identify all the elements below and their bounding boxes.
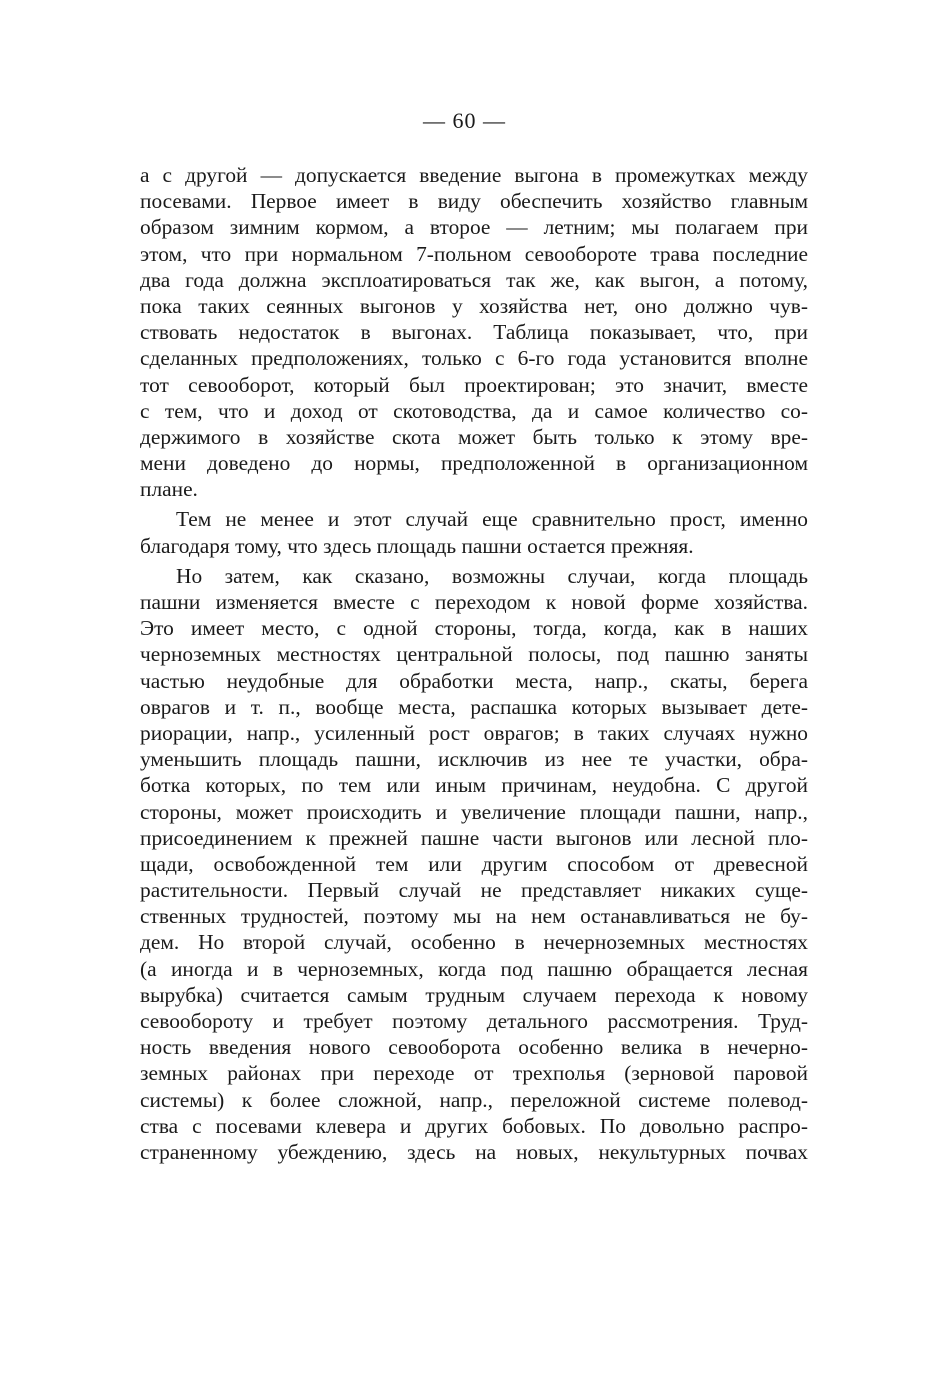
text-line: образом зимним кормом, а второе — летним; мы полагаем при	[140, 215, 808, 240]
text-line: держимого в хозяйстве скота может быть только к этому вре-	[140, 424, 808, 449]
text-line: растительности. Первый случай не представляет никаких суще-	[140, 878, 808, 903]
text-line: земных районах при переходе от трехполья (зерновой паровой	[140, 1061, 808, 1086]
text-line: а с другой — допускается введение выгона в промежутках между	[140, 163, 808, 187]
text-line: мени доведено до нормы, предположенной в организационном	[140, 451, 808, 476]
text-line: два года должна эксплоатироваться так же, как выгон, а потому,	[140, 267, 808, 292]
body-text	[140, 162, 808, 1165]
text-line: севообороту и требует поэтому детального рассмотрения. Труд-	[140, 1009, 808, 1033]
text-line: стороны, может происходить и увеличение площади пашни, напр.,	[140, 799, 808, 824]
text-line: ботка которых, по тем или иным причинам, неудобна. С другой	[140, 773, 808, 798]
text-line: черноземных местностях центральной полосы, под пашню заняты	[140, 642, 808, 667]
text-line: дем. Но второй случай, особенно в нечерноземных местностях	[140, 930, 808, 955]
text-line: присоединением к прежней пашне части выгонов или лесной пло-	[140, 825, 808, 850]
text-line: Это имеет место, с одной стороны, тогда, когда, как в наших	[140, 616, 808, 641]
text-line: этом, что при нормальном 7-польном севообороте трава последние	[140, 241, 808, 266]
text-line: страненному убеждению, здесь на новых, некультурных почвах	[140, 1139, 808, 1164]
text-line: сделанных предположениях, только с 6-го года установится вполне	[140, 346, 808, 371]
text-line: (а иногда и в черноземных, когда под пашню обращается лесная	[140, 956, 808, 981]
paragraph-1	[140, 162, 808, 502]
text-line: риорации, напр., усиленный рост оврагов; в таких случаях нужно	[140, 720, 808, 745]
text-line: оврагов и т. п., вообще места, распашка которых вызывает дете-	[140, 694, 808, 719]
text-line: посевами. Первое имеет в виду обеспечить хозяйство главным	[140, 189, 808, 214]
text-line: пашни изменяется вместе с переходом к новой форме хозяйства.	[140, 590, 808, 614]
text-line: частью неудобные для обработки места, напр., скаты, берега	[140, 668, 808, 693]
text-line: ства с посевами клевера и других бобовых. По довольно распро-	[140, 1113, 808, 1138]
text-line: плане.	[140, 477, 198, 502]
text-line: Но затем, как сказано, возможны случаи, когда площадь	[176, 563, 808, 588]
page-number: — 60 —	[423, 108, 506, 133]
paragraph-3	[140, 563, 808, 1165]
text-line: благодаря тому, что здесь площадь пашни остается прежняя.	[140, 533, 694, 558]
text-line: системы) к более сложной, напр., переложной системе полевод-	[140, 1087, 808, 1112]
text-line: Тем не менее и этот случай еще сравнительно прост, именно	[176, 507, 808, 532]
text-line: щади, освобожденной тем или другим способом от древесной	[140, 851, 808, 876]
text-line: пока таких сеянных выгонов у хозяйства нет, оно должно чув-	[140, 293, 808, 318]
text-line: ственных трудностей, поэтому мы на нем останавливаться не бу-	[140, 904, 808, 929]
text-line: вырубка) считается самым трудным случаем перехода к новому	[140, 982, 808, 1007]
text-line: тот севооборот, который был проектирован; это значит, вместе	[140, 372, 808, 397]
text-line: с тем, что и доход от скотоводства, да и самое количество со-	[140, 398, 808, 423]
text-line: ствовать недостаток в выгонах. Таблица показывает, что, при	[140, 320, 808, 345]
text-line: ность введения нового севооборота особенно велика в нечерно-	[140, 1035, 808, 1060]
paragraph-2	[140, 506, 808, 558]
text-line: уменьшить площадь пашни, исключив из нее те участки, обра-	[140, 747, 808, 772]
